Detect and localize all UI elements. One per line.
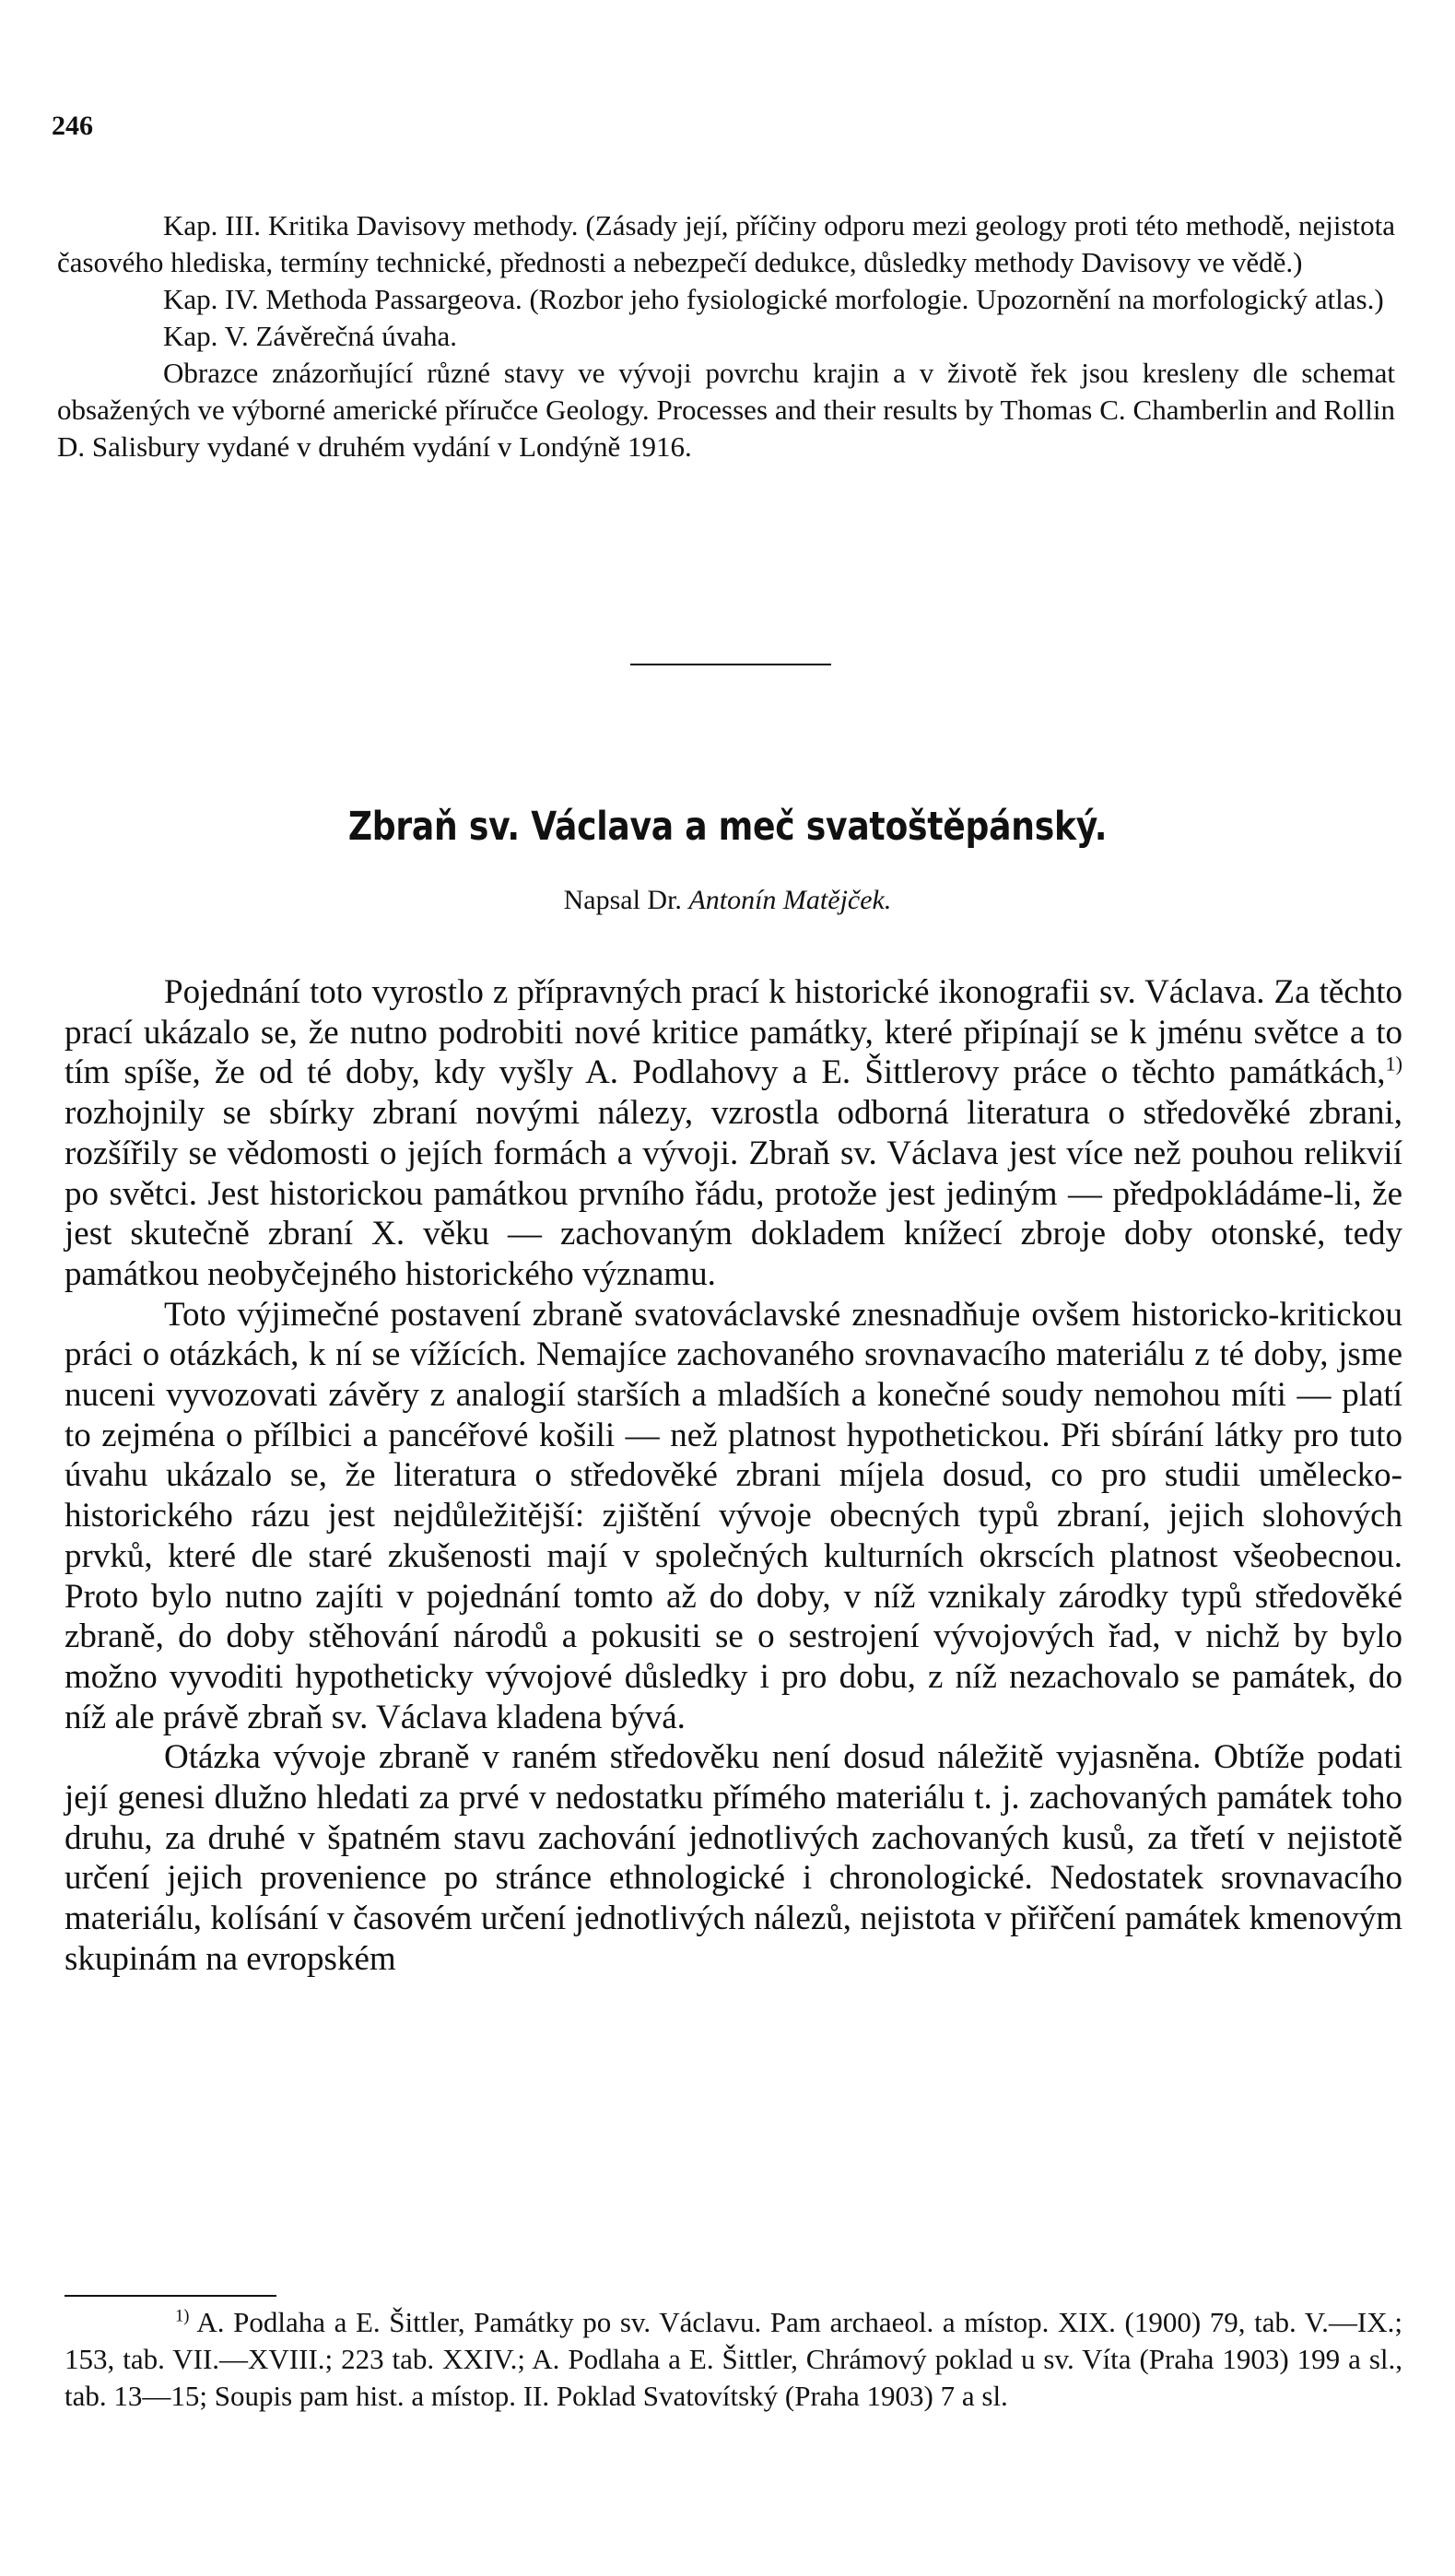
- author-name: Antonín Matějček.: [688, 885, 892, 915]
- chapter-list: [57, 207, 1395, 465]
- chapter-4-entry: Kap. IV. Methoda Passargeova. (Rozbor jeho fysiologické morfologie. Upozornění na morfologický atlas.): [163, 283, 1384, 315]
- paragraph-1-text: Pojednání toto vyrostlo z přípravných prací k historické ikonografii sv. Václava. Za těchto prací ukázalo se, že nutno podrobiti nové kritice památky, které připínají se k jménu světce a to tím spíše, že od té doby, kdy vyšly A. Podlahovy a E. Šittlerovy práce o těchto památkách,: [65, 973, 1402, 1092]
- byline-prefix: Napsal Dr.: [563, 885, 682, 915]
- section-divider: [630, 664, 831, 665]
- chapter-3-entry: Kap. III. Kritika Davisovy methody. (Zásady její, příčiny odporu mezi geology proti této methodě, nejistota časového hlediska, termíny technické, přednosti a nebezpečí dedukce, důsledky methody Davisovy ve vědě.): [57, 209, 1395, 278]
- byline: [0, 885, 1455, 916]
- article-title: Zbraň sv. Václava a meč svatoštěpánský.: [347, 804, 1108, 850]
- chapter-5-entry: Kap. V. Závěrečná úvaha.: [163, 320, 458, 352]
- paragraph-1: [65, 972, 1402, 1295]
- paragraph-3: Otázka vývoje zbraně v raném středověku není dosud náležitě vyjasněna. Obtíže podati její genesi dlužno hledati za prvé v nedostatku přímého materiálu t. j. zachovaných památek toho druhu, za druhé v špatném stavu zachování jednotlivých zachovaných kusů, za třetí v nejistotě určení jejich provenience po stránce ethnologické i chronologické. Nedostatek srovnavacího materiálu, kolísání v časovém určení jednotlivých nálezů, nejistota v přiřčení památek kmenovým skupinám na evropském: [65, 1738, 1402, 1978]
- page-number: 246: [52, 111, 93, 141]
- footnote-rule: [65, 2295, 276, 2297]
- footnote-1: [65, 2304, 1402, 2415]
- footnote: [65, 2304, 1402, 2415]
- footnote-text: A. Podlaha a E. Šittler, Památky po sv. Václavu. Pam archaeol. a místop. XIX. (1900) 79, tab. V.—IX.; 153, tab. VII.—XVIII.; 223 tab. XXIV.; A. Podlaha a E. Šittler, Chrámový poklad u sv. Víta (Praha 1903) 199 a sl., tab. 13—15; Soupis pam hist. a místop. II. Poklad Svatovítský (Praha 1903) 7 a sl.: [65, 2306, 1402, 2412]
- figures-note: Obrazce znázorňující různé stavy ve vývoji povrchu krajin a v životě řek jsou kresleny dle schemat obsažených ve výborné americké příručce Geology. Processes and their results by Thomas C. Chamberlin and Rollin D. Salisbury vydané v druhém vydání v Londýně 1916.: [57, 357, 1395, 463]
- article-body: [65, 972, 1402, 1980]
- footnote-mark: 1): [175, 2306, 190, 2326]
- paragraph-2: Toto výjimečné postavení zbraně svatováclavské znesnadňuje ovšem historicko-kritickou práci o otázkách, k ní se vížících. Nemajíce zachovaného srovnavacího materiálu z té doby, jsme nuceni vyvozovati závěry z analogií starších a mladších a konečné soudy nemohou míti — platí to zejména o přílbici a pancéřové košili — než platnost hypothetickou. Při sbírání látky pro tuto úvahu ukázalo se, že literatura o středověké zbrani míjela dosud, co pro studii umělecko-historického rázu jest nejdůležitější: zjištění vývoje obecných typů zbraní, jejich slohových prvků, které dle staré zkušenosti mají v společných kulturních okrscích platnost všeobecnou. Proto bylo nutno zajíti v pojednání tomto až do doby, v níž vznikaly zárodky typů středověké zbraně, do doby stěhování národů a pokusiti se o sestrojení vývojových řad, v nichž by bylo možno vyvoditi hypotheticky vývojové důsledky i pro dobu, z níž nezachovalo se památek, do níž ale právě zbraň sv. Václava kladena bývá.: [65, 1295, 1402, 1736]
- footnote-reference[interactable]: 1): [1385, 1053, 1402, 1076]
- paragraph-1-continuation: rozhojnily se sbírky zbraní novými nálezy, vzrostla odborná literatura o středověké zbrani, rozšířily se vědomosti o jejích formách a vývoji. Zbraň sv. Václava jest více než pouhou relikvií po světci. Jest historickou památkou prvního řádu, protože jest jediným — předpokládáme-li, že jest skutečně zbraní X. věku — zachovaným dokladem knížecí zbroje doby otonské, tedy památkou neobyčejného historického významu.: [65, 1094, 1402, 1293]
